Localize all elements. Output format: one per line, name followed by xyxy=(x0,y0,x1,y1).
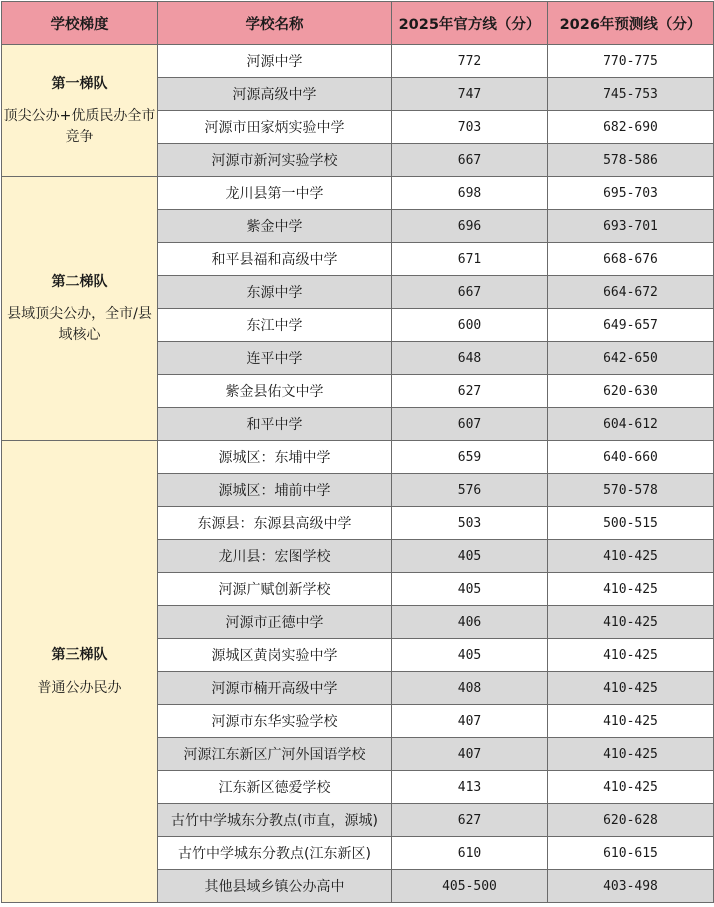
school-name-cell: 和平中学 xyxy=(158,408,392,441)
school-name-cell: 江东新区德爱学校 xyxy=(158,771,392,804)
score-2025-cell: 405 xyxy=(392,540,548,573)
predicted-2026-cell: 682-690 xyxy=(548,111,714,144)
tier-name: 第二梯队 xyxy=(51,274,108,291)
school-name-cell: 其他县域乡镇公办高中 xyxy=(158,870,392,903)
predicted-2026-cell: 500-515 xyxy=(548,507,714,540)
score-2025-cell: 607 xyxy=(392,408,548,441)
school-name-cell: 河源江东新区广河外国语学校 xyxy=(158,738,392,771)
tier-description: 县域顶尖公办，全市/县域核心 xyxy=(7,306,152,343)
school-name-cell: 紫金中学 xyxy=(158,210,392,243)
score-2025-cell: 696 xyxy=(392,210,548,243)
school-name-cell: 河源中学 xyxy=(158,45,392,78)
score-2025-cell: 659 xyxy=(392,441,548,474)
score-2025-cell: 648 xyxy=(392,342,548,375)
predicted-2026-cell: 410-425 xyxy=(548,606,714,639)
header-tier: 学校梯度 xyxy=(2,2,158,45)
score-2025-cell: 747 xyxy=(392,78,548,111)
score-2025-cell: 667 xyxy=(392,144,548,177)
school-name-cell: 河源广赋创新学校 xyxy=(158,573,392,606)
school-name-cell: 河源市新河实验学校 xyxy=(158,144,392,177)
score-2025-cell: 698 xyxy=(392,177,548,210)
predicted-2026-cell: 410-425 xyxy=(548,738,714,771)
score-2025-cell: 405 xyxy=(392,639,548,672)
school-name-cell: 龙川县第一中学 xyxy=(158,177,392,210)
score-2025-cell: 610 xyxy=(392,837,548,870)
predicted-2026-cell: 745-753 xyxy=(548,78,714,111)
table-header-row xyxy=(2,2,714,45)
school-name-cell: 东源中学 xyxy=(158,276,392,309)
predicted-2026-cell: 693-701 xyxy=(548,210,714,243)
score-2025-cell: 407 xyxy=(392,738,548,771)
table-row xyxy=(2,441,714,474)
header-2026-predicted-line: 2026年预测线（分） xyxy=(548,2,714,45)
school-name-cell: 河源市田家炳实验中学 xyxy=(158,111,392,144)
score-2025-cell: 405 xyxy=(392,573,548,606)
predicted-2026-cell: 668-676 xyxy=(548,243,714,276)
table-row xyxy=(2,45,714,78)
school-name-cell: 龙川县：宏图学校 xyxy=(158,540,392,573)
predicted-2026-cell: 620-630 xyxy=(548,375,714,408)
tier-description: 普通公办民办 xyxy=(37,679,122,696)
school-name-cell: 和平县福和高级中学 xyxy=(158,243,392,276)
predicted-2026-cell: 620-628 xyxy=(548,804,714,837)
score-2025-cell: 703 xyxy=(392,111,548,144)
tier-description: 顶尖公办+优质民办全市竞争 xyxy=(3,108,156,145)
score-2025-cell: 667 xyxy=(392,276,548,309)
header-school: 学校名称 xyxy=(158,2,392,45)
score-2025-cell: 413 xyxy=(392,771,548,804)
header-2025-official-line: 2025年官方线（分） xyxy=(392,2,548,45)
school-name-cell: 源城区黄岗实验中学 xyxy=(158,639,392,672)
predicted-2026-cell: 410-425 xyxy=(548,540,714,573)
predicted-2026-cell: 410-425 xyxy=(548,771,714,804)
admission-score-table xyxy=(1,1,714,903)
score-2025-cell: 405-500 xyxy=(392,870,548,903)
school-name-cell: 河源市楠开高级中学 xyxy=(158,672,392,705)
predicted-2026-cell: 649-657 xyxy=(548,309,714,342)
school-name-cell: 古竹中学城东分教点(江东新区) xyxy=(158,837,392,870)
score-2025-cell: 600 xyxy=(392,309,548,342)
predicted-2026-cell: 604-612 xyxy=(548,408,714,441)
tier-name: 第三梯队 xyxy=(51,647,108,664)
predicted-2026-cell: 578-586 xyxy=(548,144,714,177)
predicted-2026-cell: 410-425 xyxy=(548,672,714,705)
predicted-2026-cell: 403-498 xyxy=(548,870,714,903)
predicted-2026-cell: 770-775 xyxy=(548,45,714,78)
school-name-cell: 连平中学 xyxy=(158,342,392,375)
predicted-2026-cell: 410-425 xyxy=(548,573,714,606)
tier-cell xyxy=(2,45,158,177)
table-row xyxy=(2,177,714,210)
score-2025-cell: 408 xyxy=(392,672,548,705)
predicted-2026-cell: 410-425 xyxy=(548,705,714,738)
score-2025-cell: 576 xyxy=(392,474,548,507)
school-name-cell: 东源县：东源县高级中学 xyxy=(158,507,392,540)
predicted-2026-cell: 664-672 xyxy=(548,276,714,309)
school-name-cell: 河源高级中学 xyxy=(158,78,392,111)
tier-cell xyxy=(2,441,158,903)
predicted-2026-cell: 640-660 xyxy=(548,441,714,474)
school-name-cell: 源城区：东埔中学 xyxy=(158,441,392,474)
score-2025-cell: 503 xyxy=(392,507,548,540)
table-body xyxy=(2,45,714,903)
score-2025-cell: 627 xyxy=(392,375,548,408)
score-2025-cell: 627 xyxy=(392,804,548,837)
school-name-cell: 紫金县佑文中学 xyxy=(158,375,392,408)
tier-name: 第一梯队 xyxy=(51,76,108,93)
school-name-cell: 东江中学 xyxy=(158,309,392,342)
predicted-2026-cell: 642-650 xyxy=(548,342,714,375)
score-2025-cell: 671 xyxy=(392,243,548,276)
predicted-2026-cell: 570-578 xyxy=(548,474,714,507)
school-name-cell: 河源市正德中学 xyxy=(158,606,392,639)
predicted-2026-cell: 610-615 xyxy=(548,837,714,870)
score-2025-cell: 772 xyxy=(392,45,548,78)
predicted-2026-cell: 410-425 xyxy=(548,639,714,672)
school-name-cell: 古竹中学城东分教点(市直，源城) xyxy=(158,804,392,837)
score-2025-cell: 406 xyxy=(392,606,548,639)
tier-cell xyxy=(2,177,158,441)
school-name-cell: 源城区：埔前中学 xyxy=(158,474,392,507)
score-2025-cell: 407 xyxy=(392,705,548,738)
predicted-2026-cell: 695-703 xyxy=(548,177,714,210)
school-name-cell: 河源市东华实验学校 xyxy=(158,705,392,738)
